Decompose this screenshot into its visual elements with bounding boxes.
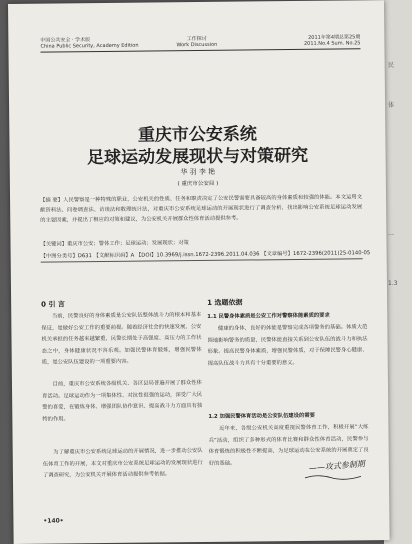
adjacent-page-text: 1.3 <box>388 280 398 287</box>
section1-paragraph-2: 近年来，各级公安机关高度重视民警体育工作，积极开展“大练兵”活动，组织了多种形式的体育比赛和群众性体育活动，民警参与体育锻炼的积极性不断提高，为足球运动在公安系统的开展奠定了良好的基础。 <box>208 424 369 467</box>
header-center <box>176 36 217 48</box>
header-right-en: 2011.No.4 Sum. No.25 <box>303 40 361 47</box>
handwritten-annotation: ——攻式参制期 <box>308 459 366 473</box>
header-center-en: Work Discussion <box>176 41 218 49</box>
article-keywords: 【关键词】重庆市公安；警体工作；足球运动；发展现状；对策 <box>40 240 189 248</box>
article-classification: 【中图分类号】D631 【文献标识码】A 【DOI】10.3969/j.issn.1672-2396.2011.04.036 【文章编号】1672-2396(2011)25-0140-05 <box>40 250 371 260</box>
intro-paragraph-3: 为了解重庆市公安系统足球运动的开展情况，进一步推动公安队伍体育工作的开展，本文对重庆市公安系统足球运动的发展现状进行了调查研究，为公安机关开展体育活动提供参考依据。 <box>42 447 203 479</box>
header-center-cn: 工作探讨 <box>186 35 207 43</box>
subsection-heading-1-2: 1.2 加强民警体育活动是公安队伍建设的需要 <box>208 412 315 420</box>
page-number: •140• <box>43 517 64 525</box>
article-title-line1: 重庆市公安系统 <box>137 124 257 146</box>
header-left-en: China Public Security, Academy Edition <box>40 42 139 50</box>
article-abstract: 【摘 要】人民警察是一种特殊的职业，公安机关的性质、任务和职责决定了公安民警需要具备较高的身体素质和较强的体能。本文运用文献资料法、问卷调查法、访谈法和数理统计法，对重庆市公安系统足球运动的开展现状进行了调查分析，找出影响公安系统足球运动发展的主要因素，并提出了相应的对策和建议，为公安机关开展群众性体育活动提供参考。 <box>40 194 363 224</box>
intro-paragraph-1: 当前，民警良好的身体素质是公安队伍整体战斗力的根本和基本保证，是做好公安工作的重要前提。随着经济社会的快速发展，公安机关承担的任务越来越繁重，民警长期处于高强度、高压力的工作状态之中，身体健康状况不容乐观。加强民警体育锻炼，增强民警体质，是公安队伍建设的一项重要内容。 <box>41 311 202 366</box>
intro-paragraph-2: 目前，重庆市公安系统各级机关、各区县局普遍开展了群众性体育活动。足球运动作为一项集体性、对抗性很强的运动，深受广大民警的喜爱，在锻炼身体、增强团队协作意识、提高战斗力方面具有独特的作用。 <box>42 379 203 423</box>
section-heading-intro: 0 引 言 <box>41 300 65 309</box>
article-authors: 华 羽 李 艳 <box>180 167 216 177</box>
article-affiliation: ( 重庆市公安局 ) <box>177 180 219 188</box>
header-left <box>40 37 138 50</box>
adjacent-page-text: 体 <box>388 102 395 109</box>
article-title-line2: 足球运动发展现状与对策研究 <box>87 145 309 169</box>
adjacent-page-text: 一 <box>388 232 395 239</box>
header-left-cn: 中国公共安全 · 学术版 <box>40 37 91 44</box>
journal-page <box>8 0 390 544</box>
section-heading-1: 1 选题依据 <box>207 298 243 307</box>
section1-paragraph-1: 健康的身体，良好的体能是警察完成各项警务的基础。体质大范围地影响警务的质量，民警体能直接关系到公安队伍的战斗力和执法形象。提高民警身体素质，增强民警体质，对于保障民警身心健康、提高队伍战斗力具有十分重要的意义。 <box>207 324 368 367</box>
adjacent-page-text: 民 <box>388 62 395 69</box>
header-right-cn: 2011年第4期总第25期 <box>308 34 361 41</box>
handwriting-underline <box>303 472 363 481</box>
header-right <box>304 34 361 47</box>
subsection-heading-1-1: 1.1 民警身体素质是公安工作对警察体能素质的要求 <box>207 312 330 320</box>
